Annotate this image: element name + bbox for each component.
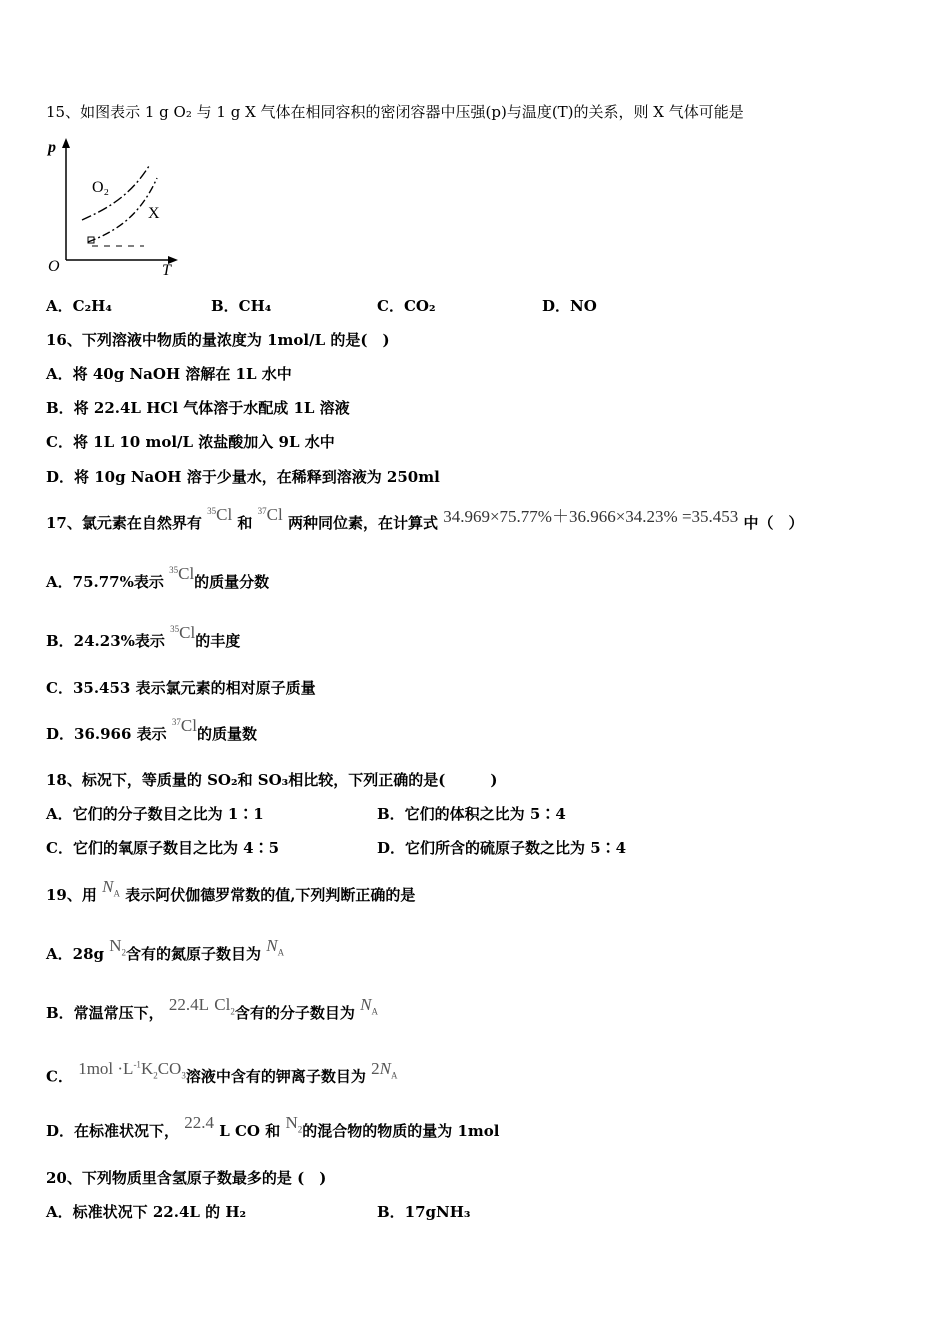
q17-option-b[interactable]: B．24.23%表示 $^{35}$Cl的丰度 [46, 623, 241, 650]
q17-option-d[interactable]: D．36.966 表示 $^{37}$Cl的质量数 [46, 716, 257, 743]
q20-option-b[interactable]: B．17gNH₃ [377, 1203, 471, 1221]
q18-option-a[interactable]: A．它们的分子数目之比为 1∶1 [46, 805, 264, 823]
q16-option-d[interactable]: D．将 10g NaOH 溶于少量水，在稀释到溶液为 250ml [46, 468, 440, 486]
p-label: p [48, 139, 56, 156]
q18-stem: 18、标况下，等质量的 SO₂和 SO₃相比较，下列正确的是( ) [46, 771, 498, 789]
o2-label: O₂ [92, 179, 110, 196]
q17-formula: 34.969×75.77%＋36.966×34.23% =35.453 [443, 507, 739, 526]
q17-stem: 17、氯元素在自然界有 $^{35}$Cl 和 $^{37}$Cl 两种同位素，在计算式 34.969×75.77%＋36.966×34.23% =35.453 中（ ） [46, 505, 804, 532]
q18-option-c[interactable]: C．它们的氧原子数目之比为 4∶5 [46, 839, 280, 857]
q15-option-c[interactable]: C．CO₂ [377, 297, 436, 315]
q17-option-a[interactable]: A．75.77%表示 $^{35}$Cl的质量分数 [46, 564, 270, 591]
q15-graph [44, 136, 184, 281]
origin-label: O [48, 258, 60, 275]
q19-option-b[interactable]: B．常温常压下， 22.4L $Cl_2$含有的分子数目为 $N_A$ [46, 995, 378, 1022]
q16-stem: 16、下列溶液中物质的量浓度为 1mol/L 的是( ) [46, 331, 390, 349]
q19-stem: 19、用 $N_A$ 表示阿伏伽德罗常数的值,下列判断正确的是 [46, 877, 416, 904]
cl37-isotope: $^{37}$Cl [257, 505, 283, 524]
q18-option-b[interactable]: B．它们的体积之比为 5∶4 [377, 805, 566, 823]
cl35-isotope: $^{35}$Cl [207, 505, 233, 524]
q19-option-d[interactable]: D．在标准状况下， 22.4 L CO 和 $N_2$的混合物的物质的量为 1mol [46, 1113, 500, 1140]
q17-option-c[interactable]: C．35.453 表示氯元素的相对原子质量 [46, 679, 316, 697]
x-label: X [148, 205, 160, 222]
na-symbol: $N_A$ [102, 877, 120, 899]
q15-option-b[interactable]: B．CH₄ [211, 297, 272, 315]
q15-stem: 15、如图表示 1 g O₂ 与 1 g X 气体在相同容积的密闭容器中压强(p)与温度(T)的关系，则 X 气体可能是 [46, 103, 744, 121]
q20-stem: 20、下列物质里含氢原子数最多的是 ( ) [46, 1169, 327, 1187]
q20-option-a[interactable]: A．标准状况下 22.4L 的 H₂ [46, 1203, 247, 1221]
q18-option-d[interactable]: D．它们所含的硫原子数之比为 5∶4 [377, 839, 627, 857]
q15-option-d[interactable]: D．NO [542, 297, 597, 315]
q16-option-c[interactable]: C．将 1L 10 mol/L 浓盐酸加入 9L 水中 [46, 433, 335, 451]
q19-option-a[interactable]: A．28g $N_2$含有的氮原子数目为 $N_A$ [46, 936, 285, 963]
q15-option-a[interactable]: A．C₂H₄ [46, 297, 112, 315]
q16-option-a[interactable]: A．将 40g NaOH 溶解在 1L 水中 [46, 365, 292, 383]
q19-option-c[interactable]: C． $1mol \cdot L^{-1}K_2CO_3$溶液中含有的钾离子数目为 $2N_A$ [46, 1058, 398, 1086]
q16-option-b[interactable]: B．将 22.4L HCl 气体溶于水配成 1L 溶液 [46, 399, 350, 417]
t-label: T [162, 262, 171, 279]
